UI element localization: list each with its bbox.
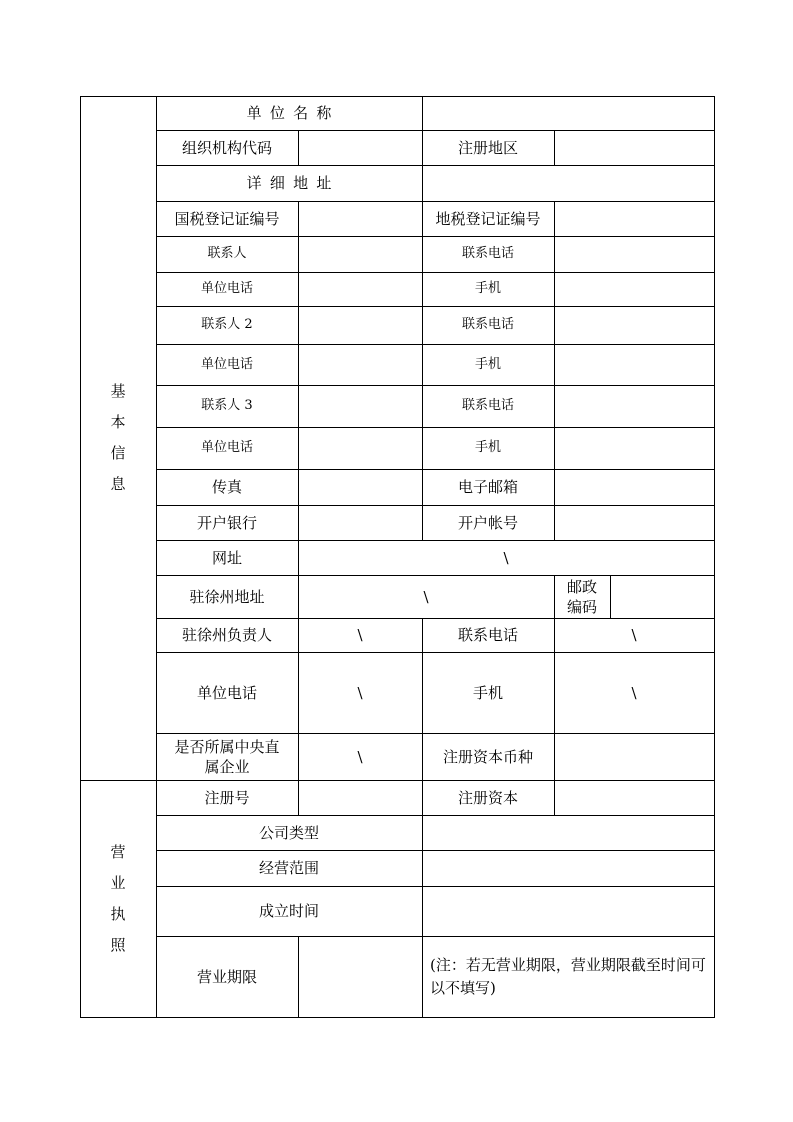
input-business-term[interactable]: [298, 936, 422, 1017]
label-xz-mobile: 手机: [472, 683, 503, 702]
input-company-type[interactable]: [422, 815, 714, 850]
label-xz-address: 驻徐州地址: [189, 587, 265, 606]
label-postcode-line1: 邮政: [566, 577, 597, 596]
label-postcode: [554, 575, 610, 618]
label-contact-phone2: 联系电话: [461, 317, 514, 332]
section-char: 基: [110, 382, 126, 400]
label-contact1: 联系人: [207, 246, 247, 261]
input-xz-unit-phone[interactable]: \: [357, 683, 363, 702]
section-char: 息: [110, 475, 126, 493]
label-xz-manager: 驻徐州负责人: [181, 626, 272, 644]
input-unit-phone2[interactable]: [298, 344, 422, 385]
label-website: 网址: [211, 548, 242, 567]
label-reg-no: 注册号: [204, 788, 250, 807]
input-account[interactable]: [554, 505, 714, 540]
section-char: 营: [110, 842, 126, 861]
input-contact-phone1[interactable]: [554, 236, 714, 272]
input-reg-region[interactable]: [554, 130, 714, 165]
input-unit-phone3[interactable]: [298, 427, 422, 469]
input-contact1[interactable]: [298, 236, 422, 272]
section-basic-info: [80, 96, 156, 780]
section-char: 本: [110, 413, 126, 431]
input-xz-contact-phone[interactable]: \: [631, 626, 637, 644]
label-address: 详细地址: [246, 174, 340, 192]
input-xz-mobile[interactable]: \: [631, 683, 637, 702]
input-reg-capital[interactable]: [554, 780, 714, 815]
label-xz-contact-phone: 联系电话: [457, 626, 518, 644]
note-business-term: (注：若无营业期限，营业期限截至时间可以不填写): [430, 955, 706, 997]
input-national-tax[interactable]: [298, 201, 422, 236]
label-contact3: 联系人 3: [201, 398, 253, 413]
input-postcode[interactable]: [610, 575, 714, 618]
section-char: 照: [110, 935, 126, 954]
label-local-tax: 地税登记证编号: [435, 209, 541, 228]
label-reg-capital: 注册资本: [457, 788, 518, 807]
label-mobile2: 手机: [474, 356, 501, 372]
label-contact-phone3: 联系电话: [461, 398, 514, 413]
label-fax: 传真: [211, 478, 242, 496]
section-char: 信: [110, 444, 126, 462]
label-mobile3: 手机: [474, 440, 501, 455]
input-mobile1[interactable]: [554, 272, 714, 306]
input-email[interactable]: [554, 469, 714, 505]
label-account: 开户帐号: [457, 513, 518, 532]
input-unit-name[interactable]: [422, 96, 714, 130]
input-contact3[interactable]: [298, 385, 422, 427]
input-fax[interactable]: [298, 469, 422, 505]
label-email: 电子邮箱: [457, 478, 518, 496]
label-unit-phone2: 单位电话: [200, 356, 253, 372]
input-capital-currency[interactable]: [554, 733, 714, 780]
section-char: 业: [110, 873, 126, 892]
label-reg-region: 注册地区: [457, 138, 518, 157]
input-contact-phone3[interactable]: [554, 385, 714, 427]
grid-line: [714, 96, 715, 1018]
input-address[interactable]: [422, 165, 714, 201]
input-mobile2[interactable]: [554, 344, 714, 385]
input-central-soe[interactable]: \: [357, 747, 363, 766]
label-company-type: 公司类型: [258, 823, 319, 842]
input-bank[interactable]: [298, 505, 422, 540]
input-xz-address[interactable]: \: [423, 587, 429, 606]
input-mobile3[interactable]: [554, 427, 714, 469]
section-char: 执: [110, 904, 126, 923]
label-org-code: 组织机构代码: [181, 138, 272, 157]
label-unit-phone3: 单位电话: [200, 440, 253, 455]
input-local-tax[interactable]: [554, 201, 714, 236]
input-contact-phone2[interactable]: [554, 306, 714, 344]
label-unit-name: 单位名称: [246, 104, 340, 122]
label-postcode-line2: 编码: [566, 597, 597, 616]
input-established[interactable]: [422, 886, 714, 936]
input-unit-phone1[interactable]: [298, 272, 422, 306]
input-org-code[interactable]: [298, 130, 422, 165]
section-business-license: [80, 780, 156, 1017]
label-national-tax: 国税登记证编号: [174, 209, 280, 228]
input-xz-manager[interactable]: \: [357, 626, 363, 644]
label-contact-phone1: 联系电话: [461, 246, 514, 261]
input-contact2[interactable]: [298, 306, 422, 344]
grid-line: [80, 1017, 715, 1018]
input-website[interactable]: \: [503, 548, 509, 567]
label-unit-phone1: 单位电话: [200, 281, 253, 296]
label-bank: 开户银行: [196, 513, 257, 532]
label-established: 成立时间: [258, 902, 319, 920]
label-business-scope: 经营范围: [258, 859, 319, 877]
label-business-term: 营业期限: [196, 967, 257, 986]
label-contact2: 联系人 2: [201, 317, 253, 332]
label-xz-unit-phone: 单位电话: [196, 683, 257, 702]
label-mobile1: 手机: [474, 281, 501, 296]
label-capital-currency: 注册资本币种: [442, 747, 533, 766]
input-reg-no[interactable]: [298, 780, 422, 815]
label-central-soe: 是否所属中央直属企业: [174, 737, 280, 776]
input-business-scope[interactable]: [422, 850, 714, 886]
